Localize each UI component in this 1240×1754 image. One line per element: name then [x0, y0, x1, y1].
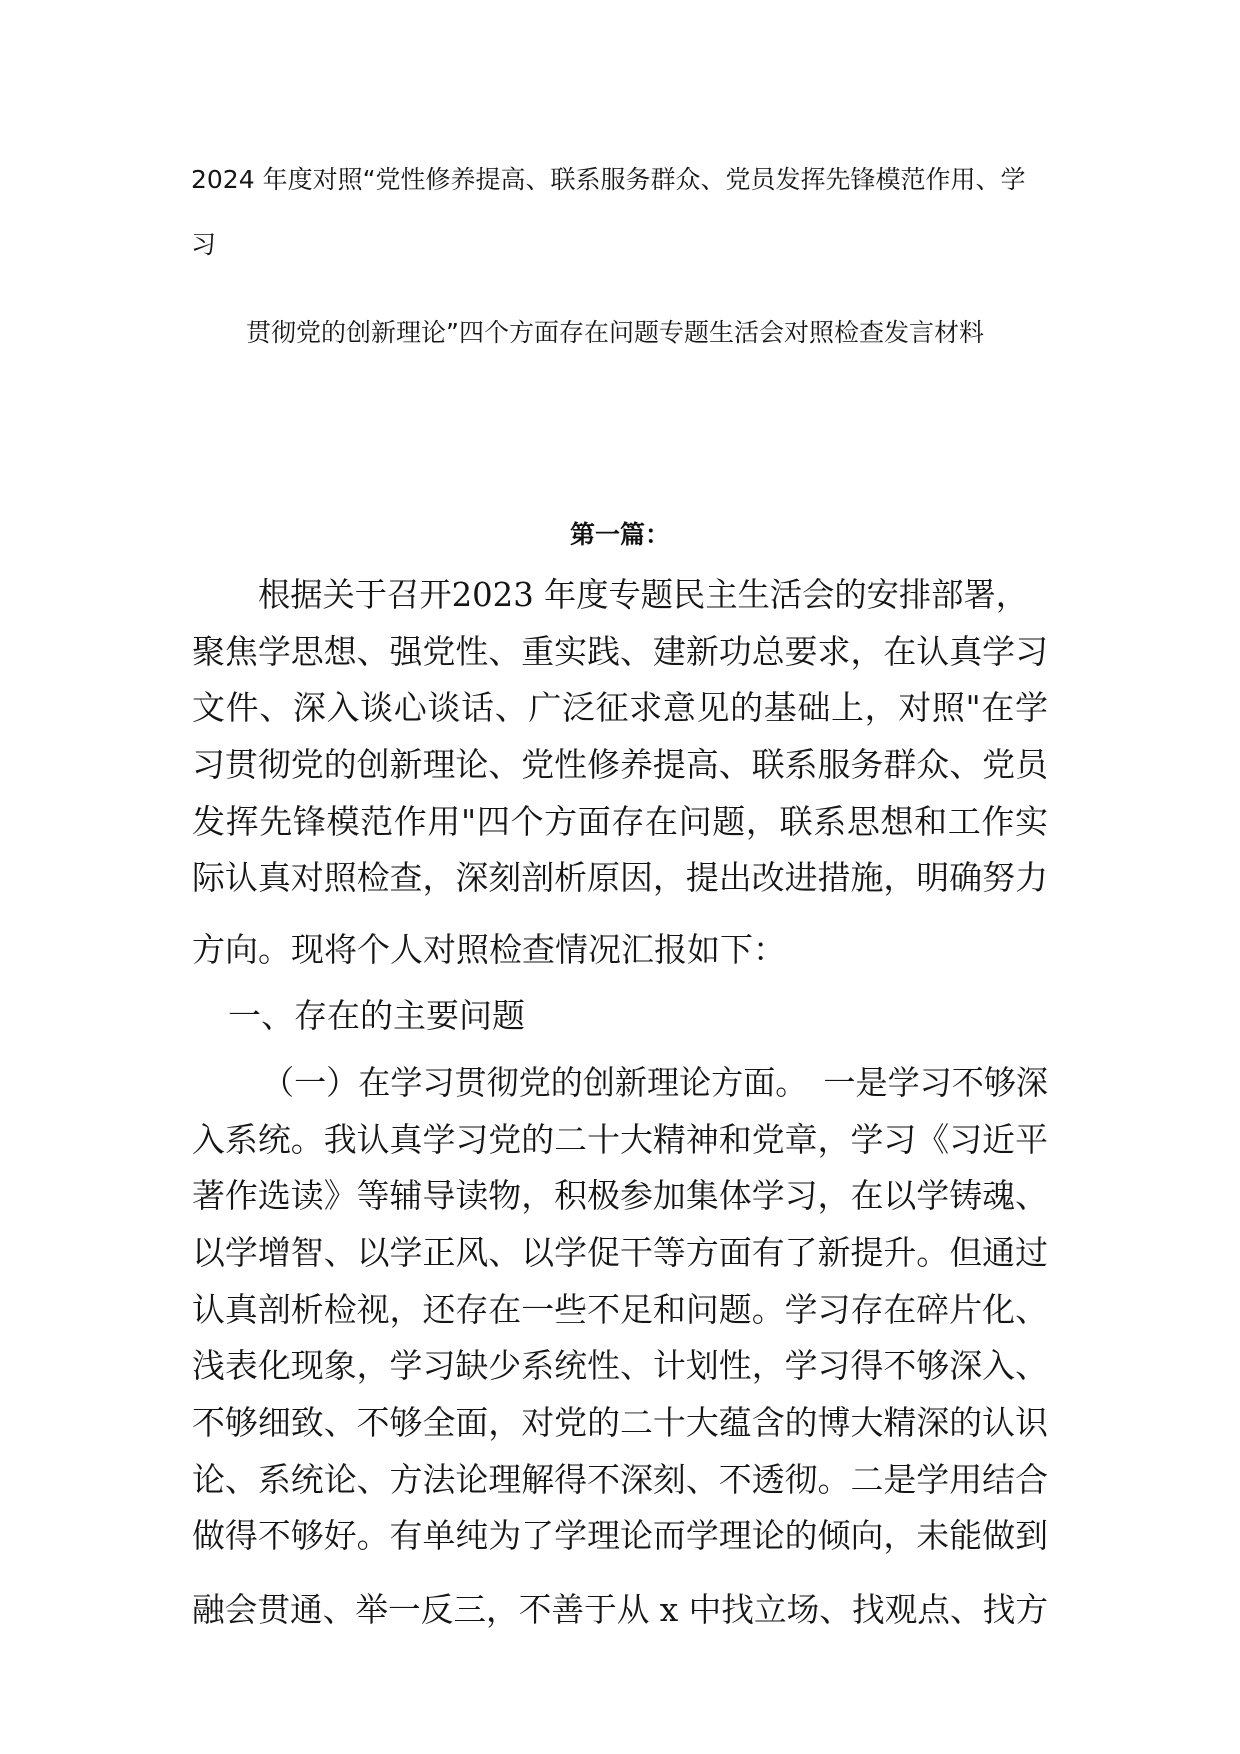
- body-text-line: 做得不够好。有单纯为了学理论而学理论的倾向，未能做到: [192, 1516, 1048, 1555]
- body-text-line: 不够细致、不够全面，对党的二十大蕴含的博大精深的认识: [192, 1403, 1048, 1442]
- body-text-line: 文件、深入谈心谈话、广泛征求意见的基础上，对照"在学: [192, 688, 1049, 727]
- body-text-line: 以学增智、以学正风、以学促干等方面有了新提升。但通过: [192, 1233, 1048, 1272]
- body-text-line: 习贯彻党的创新理论、党性修养提高、联系服务群众、党员: [192, 745, 1048, 784]
- body-text-line: 方向。现将个人对照检查情况汇报如下：: [192, 930, 786, 969]
- body-text-line: 融会贯通、举一反三，不善于从 x 中找立场、找观点、找方: [192, 1590, 1048, 1629]
- document-title-line-2: 习: [191, 230, 217, 259]
- body-text-line: 聚焦学思想、强党性、重实践、建新功总要求，在认真学习: [192, 632, 1048, 671]
- body-text-line: 著作选读》等辅导读物，积极参加集体学习，在以学铸魂、: [192, 1176, 1048, 1215]
- body-text-line: 入系统。我认真学习党的二十大精神和党章，学习《习近平: [192, 1120, 1048, 1159]
- body-text-line: 际认真对照检查，深刻剖析原因，提出改进措施，明确努力: [192, 858, 1048, 897]
- body-text-line: 根据关于召开2023 年度专题民主生活会的安排部署，: [258, 575, 1028, 614]
- body-text-line: 浅表化现象，学习缺少系统性、计划性，学习得不够深入、: [192, 1346, 1048, 1385]
- body-text-line: 发挥先锋模范作用"四个方面存在问题，联系思想和工作实: [192, 802, 1049, 841]
- document-title-line-1: 2024 年度对照“党性修养提高、联系服务群众、党员发挥先锋模范作用、学: [191, 165, 1026, 194]
- body-text-line: （一）在学习贯彻党的创新理论方面。 一是学习不够深: [262, 1063, 1048, 1102]
- section-heading: 第一篇：: [569, 520, 670, 549]
- body-text-line: 论、系统论、方法论理解得不深刻、不透彻。二是学用结合: [192, 1460, 1048, 1499]
- document-title-line-3: 贯彻党的创新理论”四个方面存在问题专题生活会对照检查发言材料: [246, 318, 984, 347]
- body-text-line: 认真剖析检视，还存在一些不足和问题。学习存在碎片化、: [192, 1290, 1048, 1329]
- body-text-line: 一、存在的主要问题: [228, 996, 525, 1035]
